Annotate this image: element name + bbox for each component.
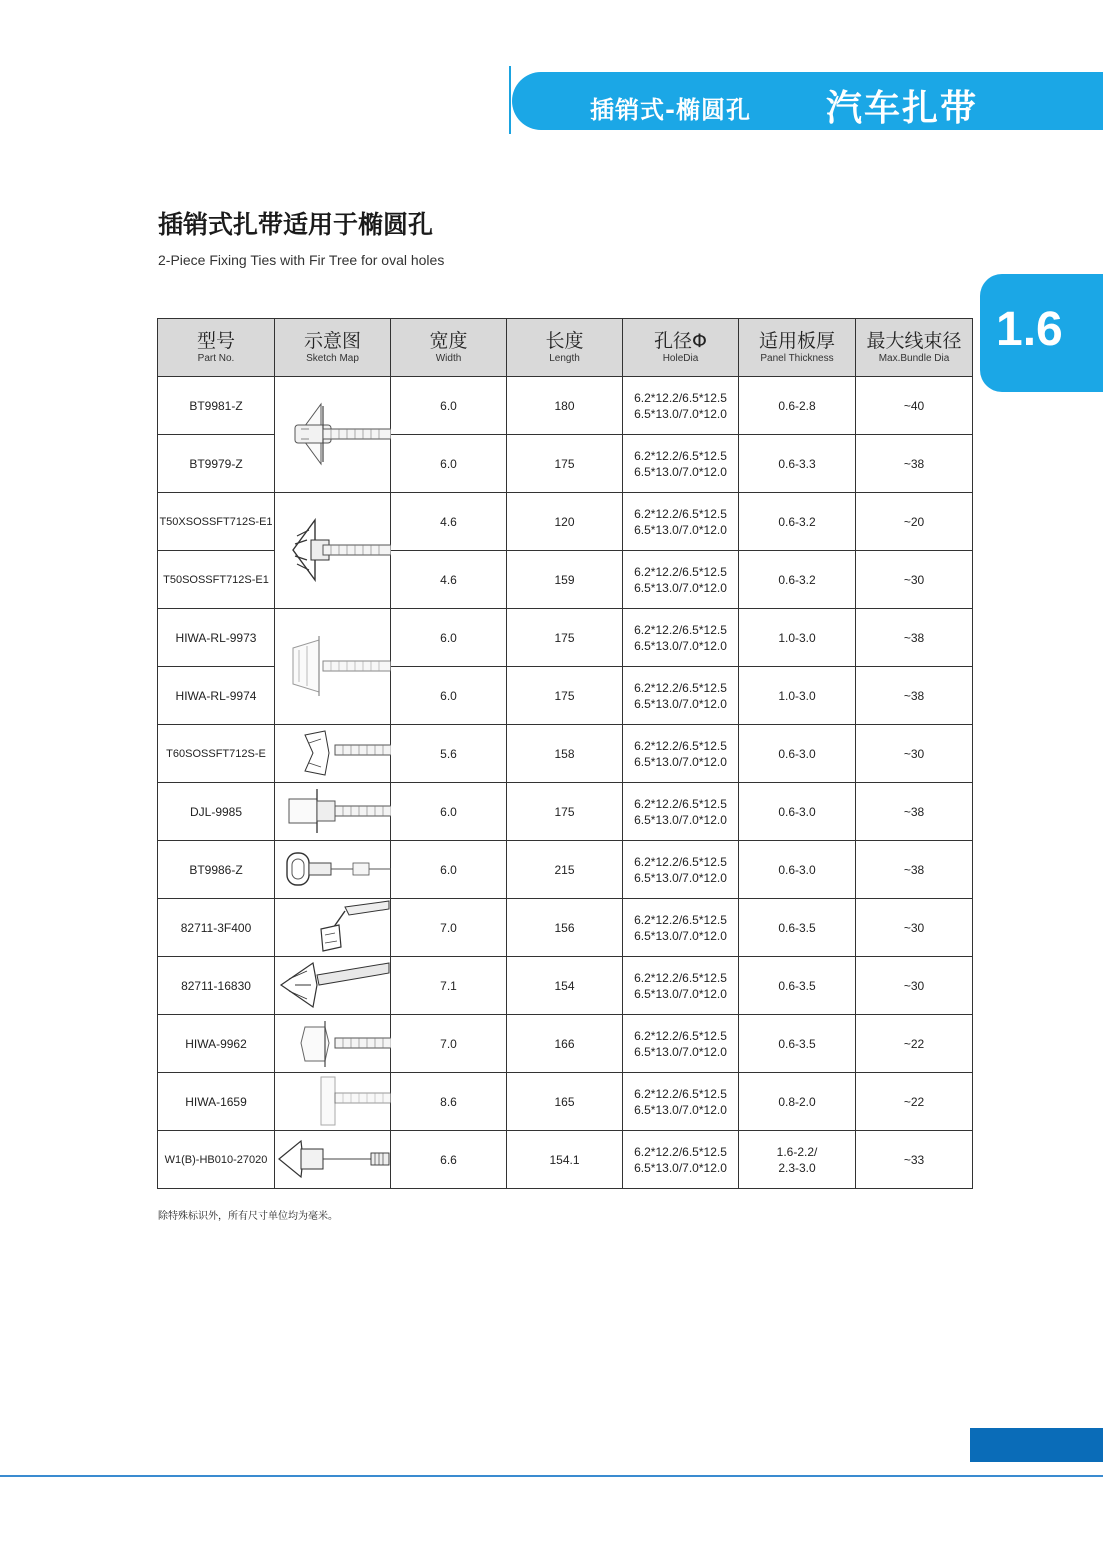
bundle-dia: ~30	[856, 725, 973, 783]
bundle-dia: ~22	[856, 1073, 973, 1131]
table-row	[158, 1015, 973, 1073]
part-no: HIWA-9962	[158, 1015, 275, 1073]
sketch-image	[275, 899, 391, 957]
fir-tree-tie-sketch-icon	[275, 493, 391, 608]
bundle-dia: ~30	[856, 957, 973, 1015]
fir-tree-tie-sketch-icon	[275, 725, 391, 782]
hole-dia: 6.2*12.2/6.5*12.5 6.5*13.0/7.0*12.0	[623, 725, 739, 783]
table-row	[158, 957, 973, 1015]
bundle-dia: ~38	[856, 435, 973, 493]
bundle-dia: ~30	[856, 551, 973, 609]
panel-thickness: 0.6-3.0	[739, 841, 856, 899]
length: 120	[507, 493, 623, 551]
part-no: BT9979-Z	[158, 435, 275, 493]
hole-dia: 6.2*12.2/6.5*12.5 6.5*13.0/7.0*12.0	[623, 551, 739, 609]
table-header-row	[158, 319, 973, 377]
angled-tie-sketch-icon	[275, 899, 391, 956]
sketch-image	[275, 493, 391, 609]
sketch-image	[275, 609, 391, 725]
panel-thickness: 1.6-2.2/ 2.3-3.0	[739, 1131, 856, 1189]
width: 6.0	[391, 377, 507, 435]
col-panel-thickness: 适用板厚 Panel Thickness	[739, 319, 856, 377]
width: 6.0	[391, 667, 507, 725]
width: 6.0	[391, 783, 507, 841]
footer-rule	[0, 1475, 1103, 1477]
width: 6.0	[391, 609, 507, 667]
banner-subtitle: 插销式-椭圆孔	[590, 96, 751, 124]
part-no: BT9981-Z	[158, 377, 275, 435]
length: 215	[507, 841, 623, 899]
banner-title: 汽车扎带	[826, 88, 979, 129]
width: 7.1	[391, 957, 507, 1015]
hole-dia: 6.2*12.2/6.5*12.5 6.5*13.0/7.0*12.0	[623, 377, 739, 435]
sketch-image	[275, 783, 391, 841]
fir-tree-tie-sketch-icon	[275, 1073, 391, 1130]
col-sketch: 示意图 Sketch Map	[275, 319, 391, 377]
section-number: 1.6	[996, 303, 1063, 356]
length: 154	[507, 957, 623, 1015]
panel-thickness: 1.0-3.0	[739, 667, 856, 725]
bundle-dia: ~33	[856, 1131, 973, 1189]
table-row	[158, 1073, 973, 1131]
bundle-dia: ~20	[856, 493, 973, 551]
panel-thickness: 0.6-3.0	[739, 783, 856, 841]
hole-dia: 6.2*12.2/6.5*12.5 6.5*13.0/7.0*12.0	[623, 957, 739, 1015]
hole-dia: 6.2*12.2/6.5*12.5 6.5*13.0/7.0*12.0	[623, 783, 739, 841]
bundle-dia: ~40	[856, 377, 973, 435]
col-length: 长度 Length	[507, 319, 623, 377]
length: 158	[507, 725, 623, 783]
width: 5.6	[391, 725, 507, 783]
part-no: DJL-9985	[158, 783, 275, 841]
sketch-image	[275, 1073, 391, 1131]
hole-dia: 6.2*12.2/6.5*12.5 6.5*13.0/7.0*12.0	[623, 1073, 739, 1131]
part-no: W1(B)-HB010-27020	[158, 1131, 275, 1189]
hole-dia: 6.2*12.2/6.5*12.5 6.5*13.0/7.0*12.0	[623, 899, 739, 957]
sketch-image	[275, 1131, 391, 1189]
width: 8.6	[391, 1073, 507, 1131]
bundle-dia: ~22	[856, 1015, 973, 1073]
bundle-dia: ~38	[856, 667, 973, 725]
col-part-no: 型号 Part No.	[158, 319, 275, 377]
length: 180	[507, 377, 623, 435]
bundle-dia: ~38	[856, 841, 973, 899]
banner-accent-line	[509, 66, 511, 134]
width: 4.6	[391, 551, 507, 609]
length: 165	[507, 1073, 623, 1131]
part-no: T50SOSSFT712S-E1	[158, 551, 275, 609]
table-row	[158, 899, 973, 957]
table-row	[158, 841, 973, 899]
panel-thickness: 0.8-2.0	[739, 1073, 856, 1131]
table-row	[158, 609, 973, 667]
hole-dia: 6.2*12.2/6.5*12.5 6.5*13.0/7.0*12.0	[623, 609, 739, 667]
panel-thickness: 0.6-3.5	[739, 957, 856, 1015]
col-hole-dia: 孔径Φ HoleDia	[623, 319, 739, 377]
sketch-image	[275, 841, 391, 899]
col-bundle-dia: 最大线束径 Max.Bundle Dia	[856, 319, 973, 377]
length: 175	[507, 667, 623, 725]
hole-dia: 6.2*12.2/6.5*12.5 6.5*13.0/7.0*12.0	[623, 667, 739, 725]
spec-table	[157, 318, 973, 1189]
fir-tree-tie-sketch-icon	[275, 783, 391, 840]
width: 6.0	[391, 841, 507, 899]
panel-thickness: 0.6-3.2	[739, 551, 856, 609]
length: 175	[507, 783, 623, 841]
fir-tree-tie-sketch-icon	[275, 1015, 391, 1072]
panel-thickness: 0.6-2.8	[739, 377, 856, 435]
sketch-image	[275, 377, 391, 493]
bundle-dia: ~30	[856, 899, 973, 957]
fir-tree-tie-sketch-icon	[275, 957, 391, 1014]
panel-thickness: 0.6-3.2	[739, 493, 856, 551]
footer-accent-bar	[970, 1428, 1103, 1462]
table-row	[158, 1131, 973, 1189]
section-tab	[980, 274, 1103, 392]
length: 156	[507, 899, 623, 957]
fir-tree-tie-sketch-icon	[275, 609, 391, 724]
page-title: 插销式扎带适用于椭圆孔	[158, 210, 434, 239]
bundle-dia: ~38	[856, 783, 973, 841]
length: 159	[507, 551, 623, 609]
col-width: 宽度 Width	[391, 319, 507, 377]
width: 7.0	[391, 1015, 507, 1073]
hole-dia: 6.2*12.2/6.5*12.5 6.5*13.0/7.0*12.0	[623, 493, 739, 551]
part-no: T50XSOSSFT712S-E1	[158, 493, 275, 551]
hole-dia: 6.2*12.2/6.5*12.5 6.5*13.0/7.0*12.0	[623, 435, 739, 493]
panel-thickness: 0.6-3.3	[739, 435, 856, 493]
panel-thickness: 0.6-3.5	[739, 1015, 856, 1073]
page-subtitle: 2-Piece Fixing Ties with Fir Tree for oval holes	[158, 252, 445, 268]
hole-dia: 6.2*12.2/6.5*12.5 6.5*13.0/7.0*12.0	[623, 841, 739, 899]
part-no: T60SOSSFT712S-E	[158, 725, 275, 783]
length: 175	[507, 609, 623, 667]
width: 6.6	[391, 1131, 507, 1189]
fir-tree-tie-sketch-icon	[275, 1131, 391, 1188]
sketch-image	[275, 957, 391, 1015]
units-note: 除特殊标识外，所有尺寸单位均为毫米。	[158, 1211, 338, 1222]
panel-thickness: 0.6-3.0	[739, 725, 856, 783]
width: 6.0	[391, 435, 507, 493]
bundle-dia: ~38	[856, 609, 973, 667]
width: 4.6	[391, 493, 507, 551]
part-no: HIWA-RL-9973	[158, 609, 275, 667]
sketch-image	[275, 725, 391, 783]
sketch-image	[275, 1015, 391, 1073]
part-no: HIWA-1659	[158, 1073, 275, 1131]
hole-dia: 6.2*12.2/6.5*12.5 6.5*13.0/7.0*12.0	[623, 1015, 739, 1073]
length: 175	[507, 435, 623, 493]
length: 154.1	[507, 1131, 623, 1189]
hole-dia: 6.2*12.2/6.5*12.5 6.5*13.0/7.0*12.0	[623, 1131, 739, 1189]
panel-thickness: 1.0-3.0	[739, 609, 856, 667]
table-row	[158, 377, 973, 435]
part-no: HIWA-RL-9974	[158, 667, 275, 725]
length: 166	[507, 1015, 623, 1073]
fir-tree-tie-sketch-icon	[275, 377, 391, 492]
width: 7.0	[391, 899, 507, 957]
oval-clip-tie-sketch-icon	[275, 841, 391, 898]
part-no: 82711-3F400	[158, 899, 275, 957]
table-row	[158, 493, 973, 551]
part-no: 82711-16830	[158, 957, 275, 1015]
panel-thickness: 0.6-3.5	[739, 899, 856, 957]
table-row	[158, 783, 973, 841]
table-row	[158, 725, 973, 783]
part-no: BT9986-Z	[158, 841, 275, 899]
